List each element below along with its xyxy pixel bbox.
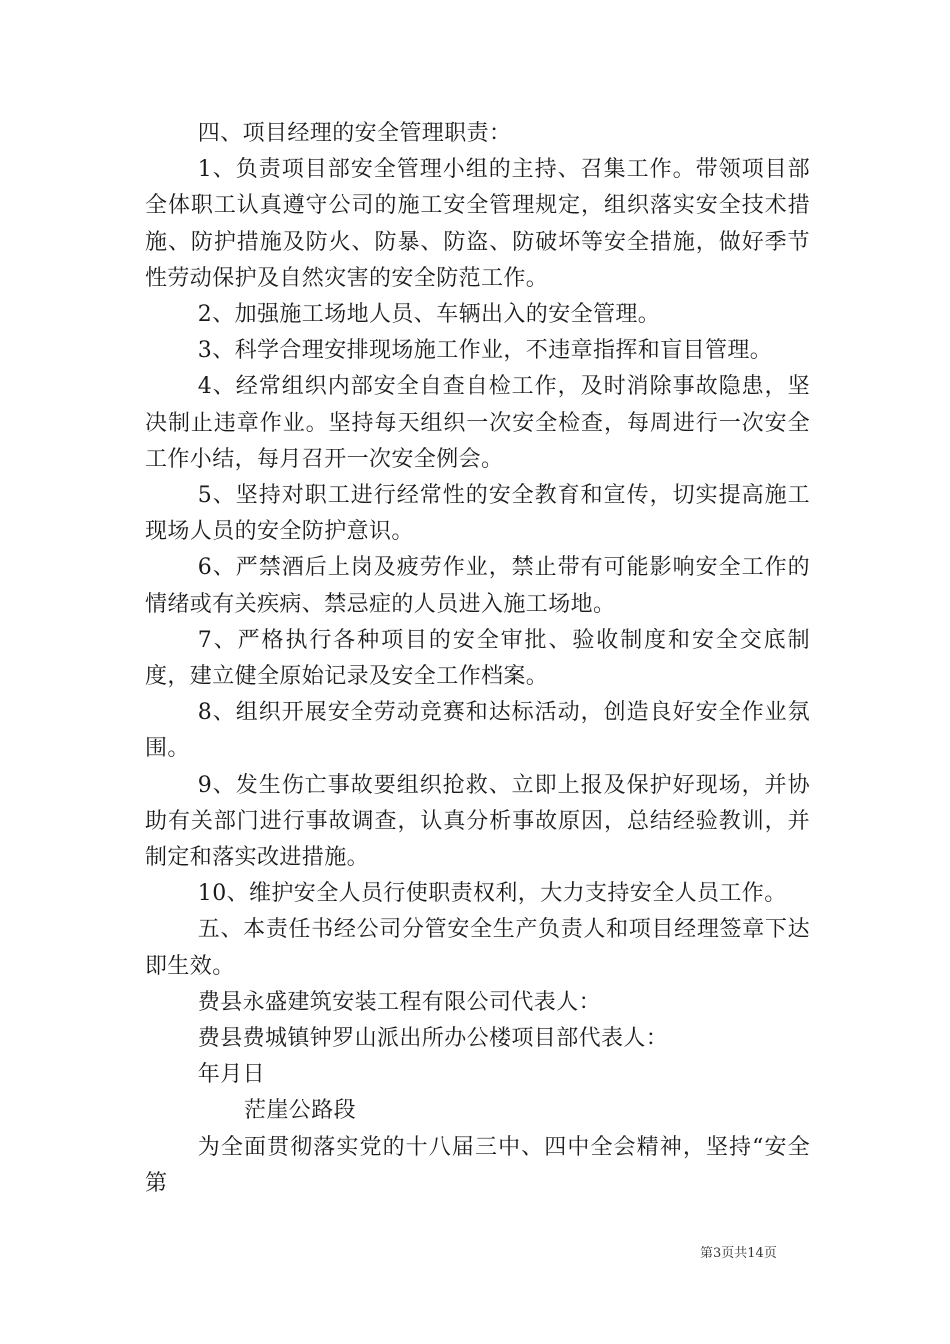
- duty-item-9: 9、发生伤亡事故要组织抢救、立即上报及保护好现场，并协助有关部门进行事故调查，认真分析事故原因，总结经验教训，并制定和落实改进措施。: [145, 772, 810, 871]
- section-heading-5: 五、本责任书经公司分管安全生产负责人和项目经理签章下达即生效。: [145, 917, 810, 979]
- duty-item-8: 8、组织开展安全劳动竞赛和达标活动，创造良好安全作业氛围。: [145, 700, 810, 762]
- duty-item-6: 6、严禁酒后上岗及疲劳作业，禁止带有可能影响安全工作的情绪或有关疾病、禁忌症的人员进入施工场地。: [145, 555, 810, 617]
- duty-item-5: 5、坚持对职工进行经常性的安全教育和宣传，切实提高施工现场人员的安全防护意识。: [145, 483, 810, 545]
- duty-item-3: 3、科学合理安排现场施工作业，不违章指挥和盲目管理。: [197, 338, 773, 364]
- next-document-title: 茫崖公路段: [244, 1098, 357, 1124]
- duty-item-1: 1、负责项目部安全管理小组的主持、召集工作。带领项目部全体职工认真遵守公司的施工安全管理规定，组织落实安全技术措施、防护措施及防火、防暴、防盗、防破坏等安全措施，做好季节性劳动保护及自然灾害的安全防范工作。: [145, 157, 810, 291]
- duty-item-7: 7、严格执行各种项目的安全审批、验收制度和安全交底制度，建立健全原始记录及安全工作档案。: [145, 627, 810, 690]
- date-line: 年月日: [197, 1062, 265, 1088]
- company-representative: 费县永盛建筑安装工程有限公司代表人：: [197, 989, 601, 1015]
- page-number-footer: 第3页共14页: [700, 1246, 777, 1261]
- next-document-intro: 为全面贯彻落实党的十八届三中、四中全会精神，坚持“安全第: [145, 1134, 810, 1196]
- section-heading-4: 四、项目经理的安全管理职责：: [197, 121, 512, 146]
- duty-item-10: 10、维护安全人员行使职责权利，大力支持安全人员工作。: [197, 881, 787, 907]
- document-body: [145, 116, 810, 1202]
- duty-item-2: 2、加强施工场地人员、车辆出入的安全管理。: [197, 302, 661, 328]
- duty-item-4: 4、经常组织内部安全自查自检工作，及时消除事故隐患，坚决制止违章作业。坚持每天组织一次安全检查，每周进行一次安全工作小结，每月召开一次安全例会。: [145, 374, 810, 472]
- project-representative: 费县费城镇钟罗山派出所办公楼项目部代表人：: [197, 1026, 669, 1052]
